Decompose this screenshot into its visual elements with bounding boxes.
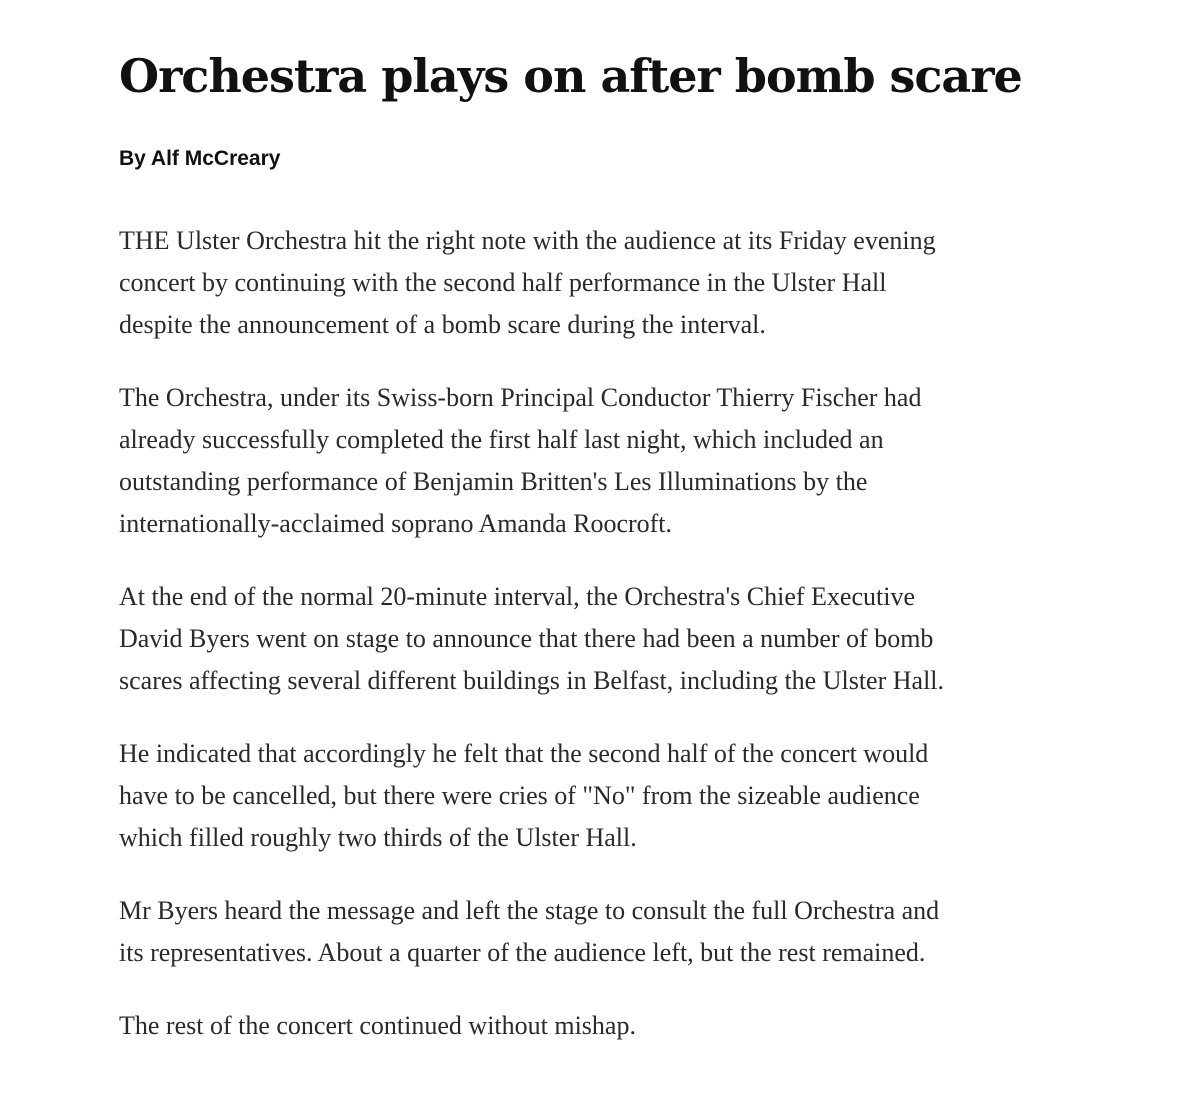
paragraph-line: its representatives. About a quarter of the audience left, but the rest remained. [119,938,926,967]
article-body [119,220,1094,1078]
paragraph [119,1005,1094,1047]
paragraph-line: At the end of the normal 20-minute interval, the Orchestra's Chief Executive [119,582,915,611]
paragraph-line: despite the announcement of a bomb scare during the interval. [119,310,766,339]
paragraph-line: THE Ulster Orchestra hit the right note with the audience at its Friday evening [119,226,936,255]
paragraph-line: scares affecting several different buildings in Belfast, including the Ulster Hall. [119,666,945,695]
paragraph-line: The rest of the concert continued without mishap. [119,1011,636,1040]
paragraph-line: He indicated that accordingly he felt that the second half of the concert would [119,739,929,768]
paragraph-line: David Byers went on stage to announce that there had been a number of bomb [119,624,934,653]
paragraph-line: which filled roughly two thirds of the Ulster Hall. [119,823,637,852]
paragraph-line: have to be cancelled, but there were cries of "No" from the sizeable audience [119,781,920,810]
paragraph [119,576,1094,702]
paragraph-line: outstanding performance of Benjamin Britten's Les Illuminations by the [119,467,868,496]
paragraph-line: Mr Byers heard the message and left the stage to consult the full Orchestra and [119,896,940,925]
paragraph [119,890,1094,974]
paragraph [119,220,1094,346]
paragraph-line: The Orchestra, under its Swiss-born Principal Conductor Thierry Fischer had [119,383,922,412]
byline: By Alf McCreary [119,147,281,170]
paragraph-line: already successfully completed the first half last night, which included an [119,425,884,454]
paragraph-line: concert by continuing with the second half performance in the Ulster Hall [119,268,887,297]
paragraph [119,733,1094,859]
paragraph [119,377,1094,545]
paragraph-line: internationally-acclaimed soprano Amanda Roocroft. [119,509,673,538]
headline: Orchestra plays on after bomb scare [119,49,1022,103]
